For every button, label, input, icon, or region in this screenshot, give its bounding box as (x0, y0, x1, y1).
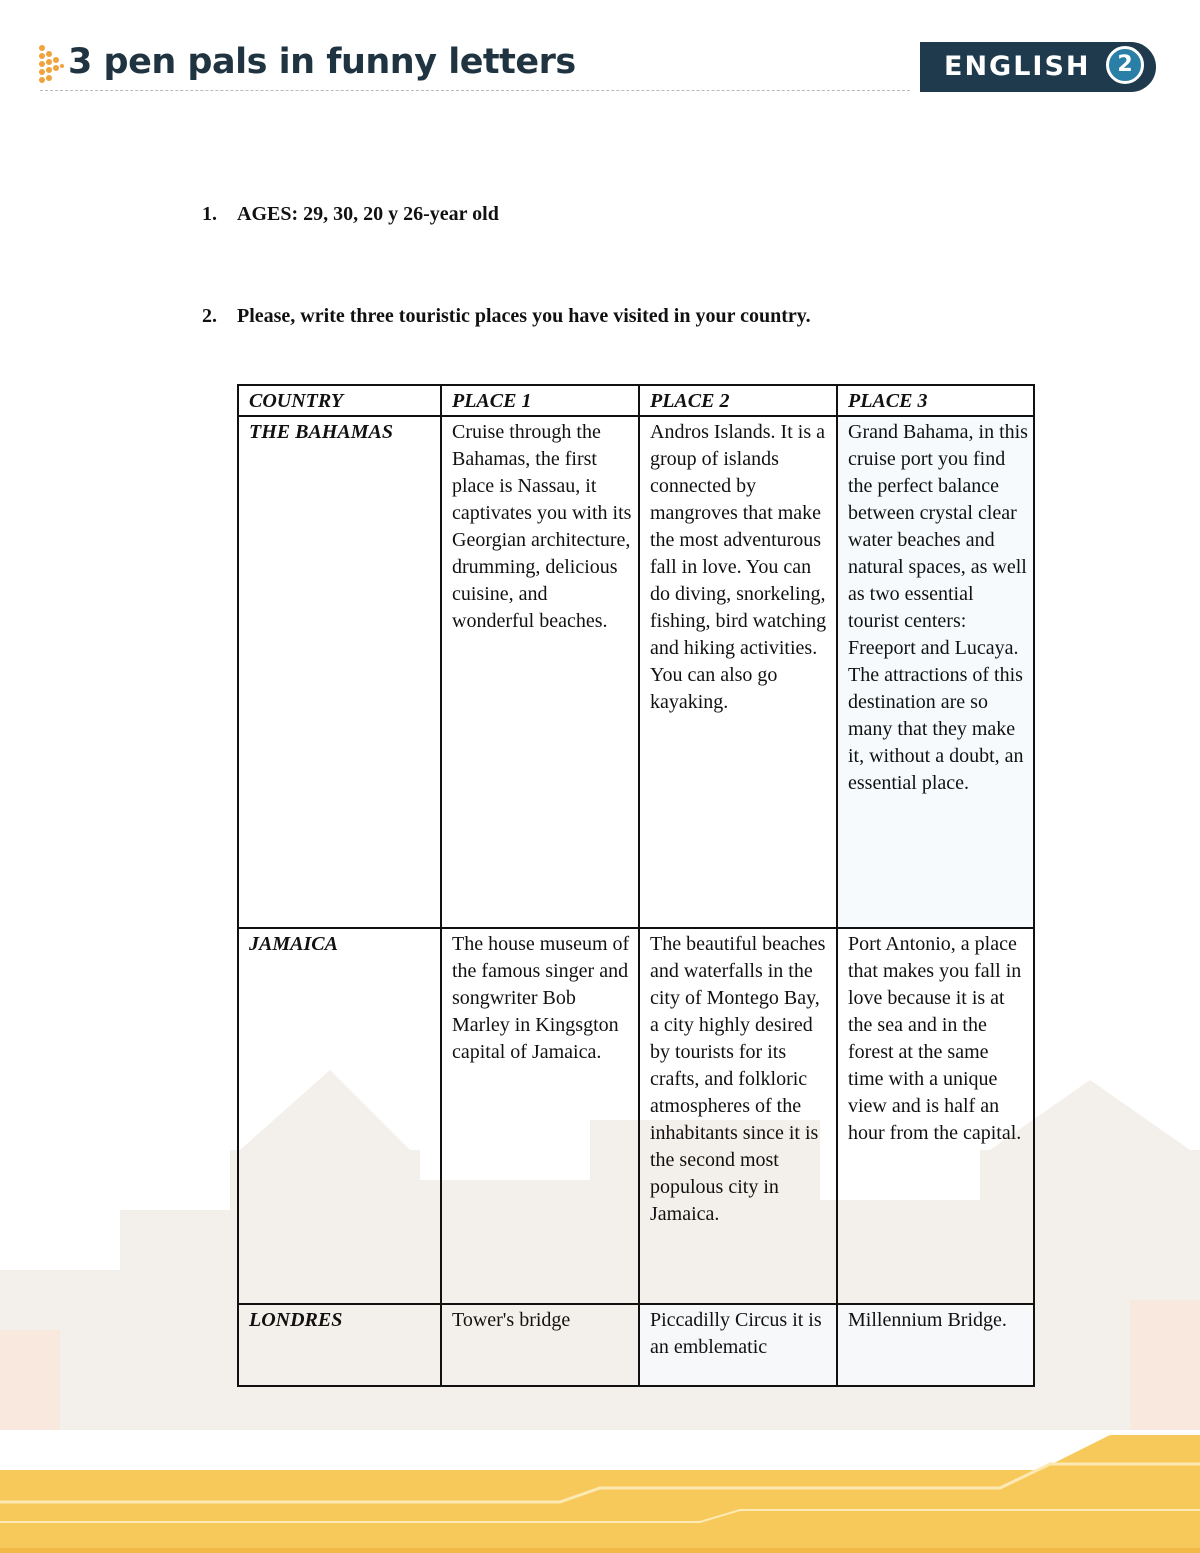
header-place-1: PLACE 1 (441, 385, 639, 416)
places-table (237, 384, 1035, 1387)
place-3-cell: Grand Bahama, in this cruise port you find the perfect balance between crystal clear water beaches and natural spaces, as well as two essential tourist centers: Freeport and Lucaya. The attractions of this destination are so many that they make it, without a doubt, an essential place. (837, 416, 1034, 928)
level-badge: 2 (1106, 46, 1144, 84)
header-place-2: PLACE 2 (639, 385, 837, 416)
place-3-cell: Millennium Bridge. (837, 1304, 1034, 1386)
footer-road-decoration (0, 1430, 1200, 1553)
subject-label: ENGLISH (944, 51, 1091, 82)
place-2-cell: Andros Islands. It is a group of islands connected by mangroves that make the most adventurous fall in love. You can do diving, snorkeling, fishing, bird watching and hiking activities. You can also go kayaking. (639, 416, 837, 928)
header-country: COUNTRY (238, 385, 441, 416)
table-row (238, 1304, 1034, 1386)
question-number: 1. (202, 203, 217, 225)
question-text: AGES: 29, 30, 20 y 26-year old (237, 203, 499, 225)
title-divider (40, 90, 910, 91)
subject-badge (920, 42, 1156, 92)
question-text: Please, write three touristic places you have visited in your country. (237, 305, 811, 327)
document-title: 3 pen pals in funny letters (68, 42, 576, 82)
page-header (0, 0, 1200, 110)
place-1-cell: Cruise through the Bahamas, the first place is Nassau, it captivates you with its Georgian architecture, drumming, delicious cuisine, and wonderful beaches. (441, 416, 639, 928)
table-header-row (238, 385, 1034, 416)
table-row (238, 416, 1034, 928)
question-1 (202, 203, 499, 226)
table-row (238, 928, 1034, 1304)
place-1-cell: The house museum of the famous singer and songwriter Bob Marley in Kingsgton capital of Jamaica. (441, 928, 639, 1304)
play-dots-icon (38, 44, 64, 88)
country-cell: JAMAICA (238, 928, 441, 1304)
country-cell: THE BAHAMAS (238, 416, 441, 928)
country-cell: LONDRES (238, 1304, 441, 1386)
place-2-cell: Piccadilly Circus it is an emblematic (639, 1304, 837, 1386)
question-number: 2. (202, 305, 217, 327)
question-2 (202, 305, 811, 328)
place-3-cell: Port Antonio, a place that makes you fall in love because it is at the sea and in the forest at the same time with a unique view and is half an hour from the capital. (837, 928, 1034, 1304)
place-2-cell: The beautiful beaches and waterfalls in the city of Montego Bay, a city highly desired by tourists for its crafts, and folkloric atmospheres of the inhabitants since it is the second most populous city in Jamaica. (639, 928, 837, 1304)
place-1-cell: Tower's bridge (441, 1304, 639, 1386)
header-place-3: PLACE 3 (837, 385, 1034, 416)
